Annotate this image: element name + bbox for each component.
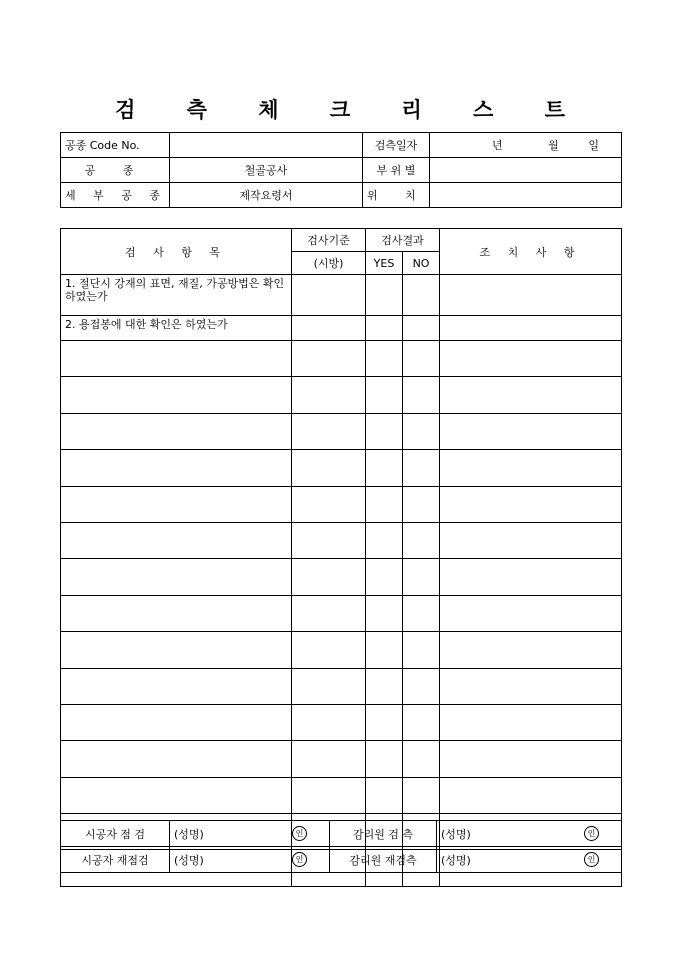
- table-row: [61, 741, 622, 777]
- table-row: [61, 522, 622, 558]
- check-item: [61, 450, 292, 486]
- table-row: [61, 377, 622, 413]
- table-row: [61, 275, 622, 316]
- check-no[interactable]: [403, 522, 440, 558]
- seal-icon: 인: [292, 826, 307, 841]
- check-standard[interactable]: [292, 741, 366, 777]
- check-item: [61, 559, 292, 595]
- check-action[interactable]: [440, 413, 622, 449]
- check-yes[interactable]: [366, 632, 403, 668]
- date-day-unit: 일: [588, 139, 599, 152]
- check-no[interactable]: [403, 632, 440, 668]
- check-action[interactable]: [440, 741, 622, 777]
- code-label: 공종 Code No.: [61, 133, 170, 158]
- check-action[interactable]: [440, 632, 622, 668]
- check-item: [61, 668, 292, 704]
- seal-icon: 인: [584, 826, 599, 841]
- check-yes[interactable]: [366, 668, 403, 704]
- table-row: [61, 632, 622, 668]
- supervisor-recheck-seal[interactable]: [492, 847, 622, 873]
- header-table: [60, 132, 622, 208]
- check-standard[interactable]: [292, 522, 366, 558]
- col-standard-sub: (시방): [292, 252, 366, 275]
- col-standard-header: 검사기준: [292, 229, 366, 252]
- check-item: [61, 632, 292, 668]
- check-standard[interactable]: [292, 341, 366, 377]
- col-item-header: 검 사 항 목: [61, 229, 292, 275]
- contractor-recheck-seal[interactable]: [230, 847, 330, 873]
- table-row: [61, 316, 622, 341]
- contractor-check-seal[interactable]: [230, 821, 330, 847]
- check-standard[interactable]: [292, 777, 366, 813]
- table-row: [61, 777, 622, 813]
- check-standard[interactable]: [292, 316, 366, 341]
- part-label: 부 위 별: [363, 158, 430, 183]
- check-action[interactable]: [440, 777, 622, 813]
- check-item: [61, 595, 292, 631]
- location-value[interactable]: [430, 183, 622, 208]
- table-row: [61, 704, 622, 740]
- check-action[interactable]: [440, 275, 622, 316]
- check-yes[interactable]: [366, 704, 403, 740]
- check-standard[interactable]: [292, 377, 366, 413]
- table-row: [61, 341, 622, 377]
- check-yes[interactable]: [366, 413, 403, 449]
- check-yes[interactable]: [366, 595, 403, 631]
- contractor-check-label: 시공자 점 검: [61, 821, 170, 847]
- check-action[interactable]: [440, 450, 622, 486]
- check-action[interactable]: [440, 559, 622, 595]
- check-no[interactable]: [403, 275, 440, 316]
- date-year-unit: 년: [492, 139, 503, 152]
- check-no[interactable]: [403, 704, 440, 740]
- check-item: [61, 522, 292, 558]
- check-no[interactable]: [403, 777, 440, 813]
- check-item: 2. 용접봉에 대한 확인은 하였는가: [61, 316, 292, 341]
- check-yes[interactable]: [366, 777, 403, 813]
- check-standard[interactable]: [292, 450, 366, 486]
- signature-table: [60, 820, 622, 873]
- check-action[interactable]: [440, 704, 622, 740]
- supervisor-check-label: 감리원 검 측: [330, 821, 437, 847]
- check-yes[interactable]: [366, 486, 403, 522]
- check-item: [61, 377, 292, 413]
- table-row: [61, 450, 622, 486]
- part-value[interactable]: [430, 158, 622, 183]
- check-yes[interactable]: [366, 341, 403, 377]
- check-action[interactable]: [440, 486, 622, 522]
- table-row: [61, 595, 622, 631]
- check-yes[interactable]: [366, 741, 403, 777]
- check-standard[interactable]: [292, 486, 366, 522]
- check-action[interactable]: [440, 668, 622, 704]
- check-standard[interactable]: [292, 704, 366, 740]
- check-no[interactable]: [403, 341, 440, 377]
- contractor-recheck-label: 시공자 재점검: [61, 847, 170, 873]
- check-standard[interactable]: [292, 632, 366, 668]
- check-no[interactable]: [403, 559, 440, 595]
- check-item: [61, 413, 292, 449]
- code-value[interactable]: [170, 133, 363, 158]
- seal-icon: 인: [292, 852, 307, 867]
- contractor-check-name: (성명): [170, 821, 230, 847]
- check-no[interactable]: [403, 668, 440, 704]
- check-standard[interactable]: [292, 275, 366, 316]
- check-no[interactable]: [403, 450, 440, 486]
- supervisor-check-name: (성명): [437, 821, 492, 847]
- check-item: 1. 절단시 강재의 표면, 재질, 가공방법은 확인하였는가: [61, 275, 292, 316]
- check-no[interactable]: [403, 413, 440, 449]
- date-label: 검측일자: [363, 133, 430, 158]
- col-action-header: 조 치 사 항: [440, 229, 622, 275]
- check-item: [61, 704, 292, 740]
- check-item: [61, 741, 292, 777]
- work-type-value[interactable]: 철골공사: [170, 158, 363, 183]
- col-yes-header: YES: [366, 252, 403, 275]
- check-action[interactable]: [440, 341, 622, 377]
- table-row: [61, 486, 622, 522]
- check-yes[interactable]: [366, 377, 403, 413]
- check-standard[interactable]: [292, 559, 366, 595]
- check-no[interactable]: [403, 595, 440, 631]
- check-yes[interactable]: [366, 450, 403, 486]
- check-action[interactable]: [440, 522, 622, 558]
- col-result-header: 검사결과: [366, 229, 440, 252]
- work-type-label: 공 종: [61, 158, 170, 183]
- supervisor-check-seal[interactable]: [492, 821, 622, 847]
- sub-work-label: 세 부 공 종: [61, 183, 170, 208]
- date-month-unit: 월: [548, 139, 559, 152]
- check-no[interactable]: [403, 486, 440, 522]
- check-item: [61, 341, 292, 377]
- page-title: 검 측 체 크 리 스 트: [115, 97, 587, 122]
- supervisor-recheck-name: (성명): [437, 847, 492, 873]
- sub-work-value[interactable]: 제작요령서: [170, 183, 363, 208]
- check-item: [61, 486, 292, 522]
- col-no-header: NO: [403, 252, 440, 275]
- check-yes[interactable]: [366, 275, 403, 316]
- date-value[interactable]: [430, 133, 622, 158]
- check-action[interactable]: [440, 316, 622, 341]
- check-standard[interactable]: [292, 668, 366, 704]
- table-row: [61, 413, 622, 449]
- check-action[interactable]: [440, 377, 622, 413]
- seal-icon: 인: [584, 852, 599, 867]
- contractor-recheck-name: (성명): [170, 847, 230, 873]
- check-yes[interactable]: [366, 522, 403, 558]
- table-row: [61, 559, 622, 595]
- table-row: [61, 668, 622, 704]
- check-no[interactable]: [403, 741, 440, 777]
- check-action[interactable]: [440, 595, 622, 631]
- check-standard[interactable]: [292, 595, 366, 631]
- check-yes[interactable]: [366, 316, 403, 341]
- check-no[interactable]: [403, 316, 440, 341]
- check-yes[interactable]: [366, 559, 403, 595]
- checklist-table: [60, 228, 622, 887]
- check-item: [61, 777, 292, 813]
- check-no[interactable]: [403, 377, 440, 413]
- location-label: 위 치: [363, 183, 430, 208]
- check-standard[interactable]: [292, 413, 366, 449]
- supervisor-recheck-label: 감리원 재검측: [330, 847, 437, 873]
